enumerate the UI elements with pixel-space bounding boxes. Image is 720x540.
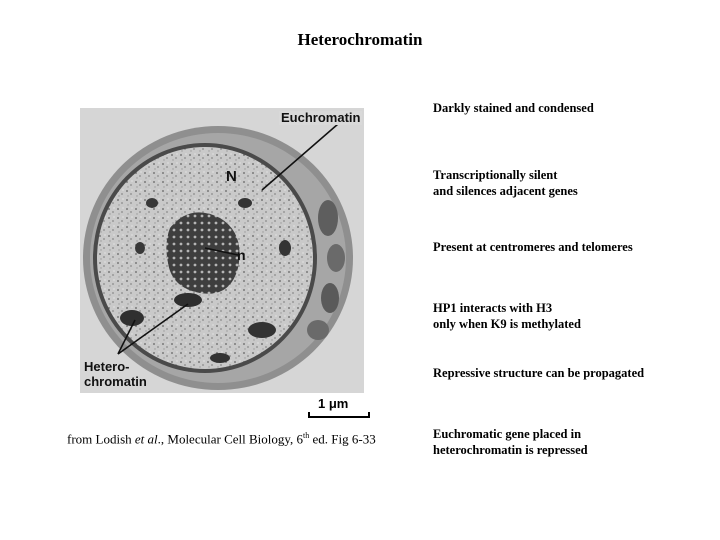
point-5-line-1: Repressive structure can be propagated xyxy=(433,366,645,380)
caption-prefix: from Lodish xyxy=(67,431,135,447)
point-3 xyxy=(433,239,633,255)
scale-bar-label: 1 μm xyxy=(318,396,349,411)
point-4-line-2: only when K9 is methylated xyxy=(433,317,581,331)
figure-caption xyxy=(67,431,376,447)
caption-italic: et al xyxy=(134,431,158,447)
point-3-line-1: Present at centromeres and telomeres xyxy=(433,240,633,254)
nucleus-label: N xyxy=(226,168,237,185)
point-1-line-1: Darkly stained and condensed xyxy=(433,101,594,115)
caption-middle: ., Molecular Cell Biology, 6 xyxy=(157,431,304,447)
heterochromatin-label-line1: Hetero- xyxy=(84,359,130,374)
heterochromatin-label-line2: chromatin xyxy=(84,374,147,389)
point-1 xyxy=(433,100,594,116)
point-4 xyxy=(433,300,581,332)
cell-micrograph xyxy=(80,108,364,393)
scale-bar xyxy=(308,412,370,418)
point-6-line-2: heterochromatin is repressed xyxy=(433,443,588,457)
point-5 xyxy=(433,365,644,381)
micrograph-drawing xyxy=(80,108,364,393)
nucleolus-label: n xyxy=(237,247,246,263)
point-2-line-2: and silences adjacent genes xyxy=(433,184,578,198)
point-2-line-1: Transcriptionally silent xyxy=(433,168,558,182)
caption-suffix: ed. Fig 6-33 xyxy=(309,431,376,447)
euchromatin-label: Euchromatin xyxy=(281,110,361,125)
point-4-line-1: HP1 interacts with H3 xyxy=(433,301,553,315)
point-6-line-1: Euchromatic gene placed in xyxy=(433,427,582,441)
caption-superscript: th xyxy=(303,431,310,440)
point-2 xyxy=(433,167,578,199)
slide-title: Heterochromatin xyxy=(297,30,423,49)
point-6 xyxy=(433,426,588,458)
